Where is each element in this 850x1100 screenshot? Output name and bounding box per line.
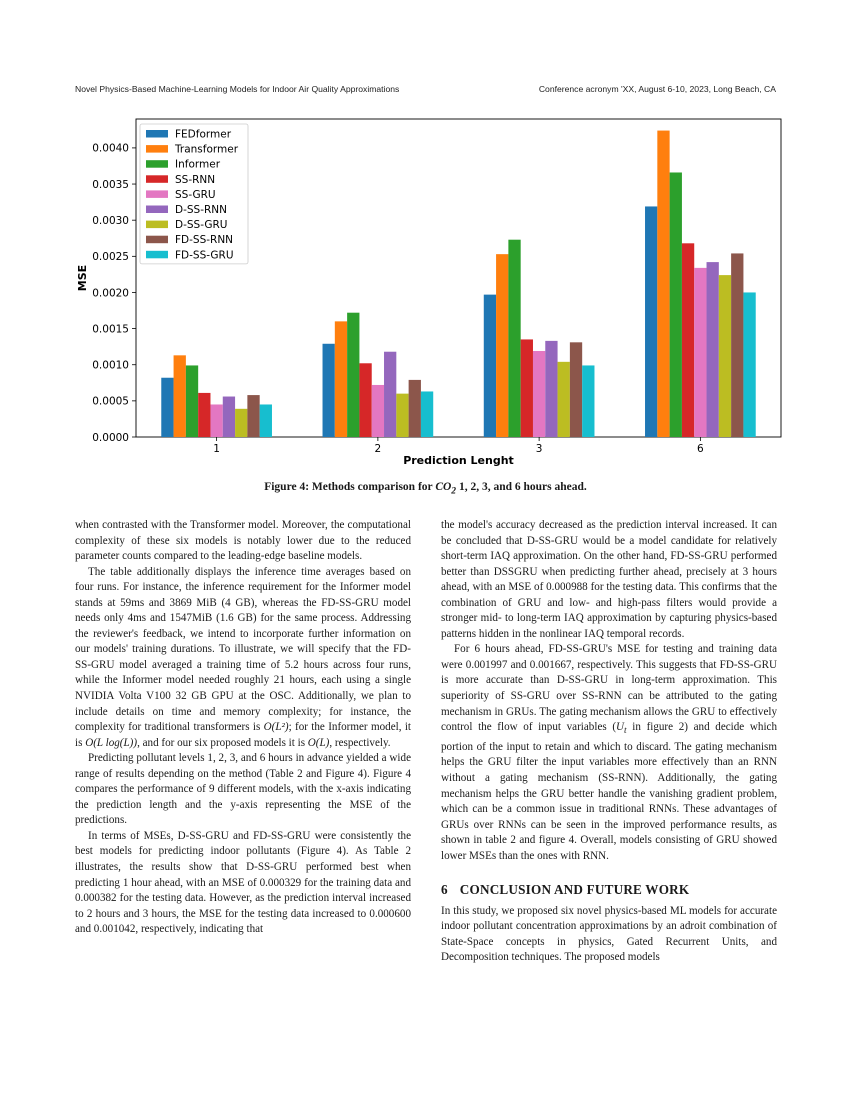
math-complexity-informer: O(L log(L))	[85, 736, 138, 749]
legend-swatch	[146, 206, 168, 214]
mse-bar-chart	[70, 112, 790, 477]
y-tick-label: 0.0025	[92, 251, 129, 264]
legend-label: D-SS-GRU	[175, 219, 228, 232]
legend-swatch	[146, 175, 168, 183]
legend-label: SS-GRU	[175, 188, 216, 201]
bar	[323, 344, 335, 437]
figure-caption	[75, 481, 776, 496]
bar	[682, 243, 694, 437]
legend-label: FD-SS-GRU	[175, 249, 234, 262]
paragraph: when contrasted with the Transformer model. Moreover, the computational complexity of these six models is notably lower due to the reduced parameter counts compared to the leading-edge baseline models.	[75, 519, 411, 563]
paragraph: In this study, we proposed six novel physics-based ML models for accurate indoor pollutant concentration approximations by an adroit combination of State-Space concepts in physics, Gated Recurrent Units, and Decomposition techniques. The proposed models	[441, 904, 777, 964]
legend-label: Transformer	[175, 143, 239, 156]
y-tick-label: 0.0020	[92, 287, 129, 300]
left-column	[75, 518, 411, 938]
bar	[521, 339, 533, 437]
x-axis-label: Prediction Lenght	[403, 454, 514, 467]
bar	[707, 262, 719, 437]
y-tick-label: 0.0030	[92, 214, 129, 227]
paragraph: The table additionally displays the inference time averages based on four runs. For instance, the inference requirement for the Informer model stands at 59ms and 3869 MiB (4 GB), whereas the FD-SS-GRU model needs only 4ms and 1547MiB (1.6 GB) for the same process. Addressing the reviewer's feedback, we intend to incorporate further information on our models' training durations. To illustrate, we will specify that the FD-SS-GRU model averaged a training time of 5.2 hours across four runs, while the Informer model needed roughly 21 hours, each using a single NVIDIA Volta V100 32 GB GPU at the OSC. Additionally, we plan to include details on time and memory complexity; for instance, the complexity for traditional transformers is O(L²); for the Informer model, it is O(L log(L)), and for our six proposed models it is O(L), respectively.	[75, 565, 411, 749]
legend-swatch	[146, 251, 168, 258]
bar	[247, 395, 259, 437]
bar	[670, 172, 682, 437]
caption-suffix: 1, 2, 3, and 6 hours ahead.	[456, 481, 587, 493]
legend-label: Informer	[175, 158, 221, 171]
bar	[396, 394, 408, 437]
math-complexity-transformer: O(L²)	[263, 721, 289, 734]
bar	[210, 404, 222, 437]
math-complexity-proposed: O(L)	[307, 736, 330, 749]
section-heading	[441, 882, 777, 898]
bar	[719, 275, 731, 437]
legend-label: FEDformer	[175, 128, 232, 141]
y-axis-label: MSE	[76, 264, 89, 292]
bar	[161, 378, 173, 437]
math-input-variable: $U_t$	[616, 721, 627, 737]
legend-swatch	[146, 236, 168, 244]
bar	[384, 352, 396, 437]
y-tick-label: 0.0010	[92, 359, 129, 372]
bar	[409, 380, 421, 437]
legend-label: FD-SS-RNN	[175, 234, 234, 247]
section-title: CONCLUSION AND FUTURE WORK	[459, 882, 690, 898]
bar	[198, 393, 210, 437]
running-header	[75, 84, 776, 98]
bar	[235, 409, 247, 437]
legend-swatch	[146, 190, 168, 198]
legend-swatch	[146, 130, 168, 138]
bar	[186, 365, 198, 437]
bar	[484, 295, 496, 437]
legend-swatch	[146, 160, 168, 168]
y-tick-label: 0.0005	[92, 395, 129, 408]
bar	[694, 268, 706, 437]
paragraph: the model's accuracy decreased as the prediction interval increased. It can be concluded that D-SS-GRU would be a model candidate for relatively short-term IAQ approximation. On the other hand, FD-SS-GRU performed better than DSSGRU when predicting further ahead, precisely at 3 hours ahead, with an MSE of 0.000988 for the testing data. This confirms that the combination of GRU and low- and high-pass filters would provide a stronger mid- to long-term IAQ approximation by capturing physics-based patterns hidden in the nonlinear IAQ temporal records.	[441, 519, 777, 640]
legend-label: SS-RNN	[175, 173, 216, 186]
bar	[731, 253, 743, 437]
bar	[743, 292, 755, 437]
bar	[223, 397, 235, 437]
bar	[545, 341, 557, 437]
caption-co2-subscript: 2	[451, 485, 457, 497]
y-tick-label: 0.0035	[92, 178, 129, 191]
paragraph: For 6 hours ahead, FD-SS-GRU's MSE for testing and training data were 0.001997 and 0.001667, respectively. This suggests that FD-SS-GRU is more accurate than D-SS-GRU in long-term approximation. This superiority of SS-GRU over SS-RNN can be attributed to the gating mechanism in GRUs. The gating mechanism allows the GRU to effectively control the flow of input variables ($U_t$ in figure 2) and decide which portion of the input to retain and which to discard. The gating mechanism helps the GRU filter the input variables more effectively than an RNN without a gating mechanism (SS-RNN). Additionally, the gating mechanism helps the GRU better handle the vanishing gradient problem, which can be a common issue in traditional RNNs. These advantages of GRUs over RNNs can be seen in the improved performance results, as shown in table 2 and figure 4. Overall, models consisting of GRU showed lower MSEs than the ones with RNN.	[441, 643, 777, 862]
x-tick-label: 2	[374, 443, 382, 455]
caption-co2: CO	[435, 481, 452, 493]
legend-label: D-SS-RNN	[175, 204, 227, 216]
section-number: 6	[441, 882, 448, 898]
legend-swatch	[146, 145, 168, 153]
bar	[570, 342, 582, 437]
bar	[421, 391, 433, 437]
y-tick-label: 0.0015	[92, 323, 129, 336]
caption-prefix: Figure 4: Methods comparison for	[264, 481, 436, 493]
bar	[359, 363, 371, 437]
legend-swatch	[146, 221, 168, 229]
header-title: Novel Physics-Based Machine-Learning Models for Indoor Air Quality Approximations	[75, 84, 400, 94]
bar	[508, 240, 520, 437]
bar	[657, 131, 669, 437]
bar	[372, 385, 384, 437]
bar	[496, 254, 508, 437]
header-conference: Conference acronym 'XX, August 6-10, 2023, Long Beach, CA	[538, 84, 776, 94]
right-column	[441, 518, 777, 966]
bar	[558, 362, 570, 437]
bar	[335, 321, 347, 437]
y-tick-label: 0.0040	[92, 142, 129, 155]
bar	[347, 313, 359, 437]
bar	[174, 355, 186, 437]
x-tick-label: 3	[535, 443, 543, 455]
x-tick-label: 1	[213, 443, 220, 455]
paragraph: In terms of MSEs, D-SS-GRU and FD-SS-GRU were consistently the best models for predicting indoor pollutants (Figure 4). As Table 2 illustrates, the results show that D-SS-GRU performed best when predicting 1 hour ahead, with an MSE of 0.000329 for the training data and 0.000382 for the testing data. However, as the prediction interval increased to 2 hours and 3 hours, the MSE for the testing data increased to 0.000600 and 0.001042, respectively, indicating that	[75, 829, 411, 936]
y-tick-label: 0.0000	[92, 431, 129, 444]
bar	[582, 365, 594, 437]
bar	[260, 404, 272, 437]
bar	[533, 351, 545, 437]
paragraph: Predicting pollutant levels 1, 2, 3, and 6 hours in advance yielded a wide range of results depending on the method (Table 2 and Figure 4). Figure 4 compares the performance of 9 different models, with the x-axis indicating the prediction length and the y-axis representing the MSE of the predictions.	[75, 752, 411, 827]
bar	[645, 206, 657, 437]
x-tick-label: 6	[697, 443, 704, 455]
